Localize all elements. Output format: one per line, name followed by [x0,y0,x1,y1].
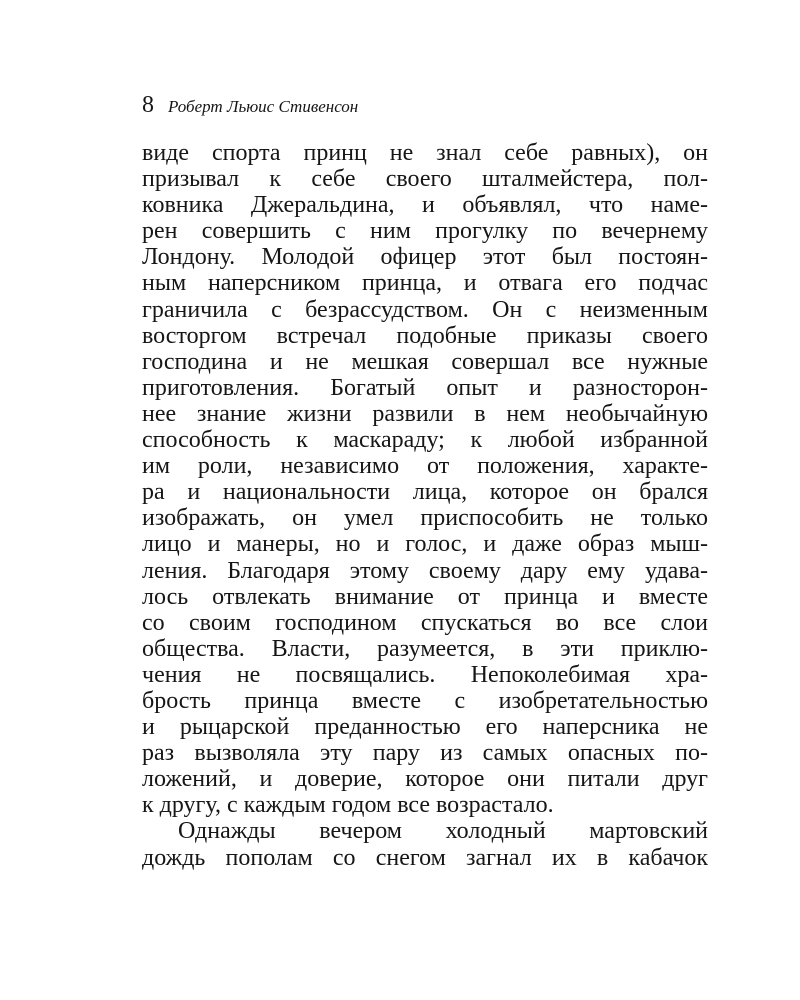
text-line: ным наперсником принца, и отвага его подчас [142,270,708,297]
text-line: и рыцарской преданностью его наперсника не [142,714,708,741]
paragraph-last-line: к другу, с каждым годом все возрастало. [142,792,554,819]
text-line: восторгом встречал подобные приказы своего [142,322,708,349]
text-line: дождь пополам со снегом загнал их в кабачок [142,844,708,871]
page-number: 8 [142,92,154,118]
text-line: со своим господином спускаться во все слои [142,609,708,636]
text-line: Лондону. Молодой офицер этот был постоян- [142,244,708,271]
text-line: изображать, он умел приспособить не только [142,505,708,532]
text-line: им роли, независимо от положения, характе- [142,453,708,480]
text-line: призывал к себе своего шталмейстера, пол- [142,166,708,193]
text-line: способность к маскараду; к любой избранной [142,427,708,454]
text-line: рен совершить с ним прогулку по вечернему [142,218,708,245]
running-head [142,92,358,122]
text-line: ления. Благодаря этому своему дару ему удава- [142,557,708,584]
text-line: господина и не мешкая совершал все нужные [142,348,708,375]
text-line: общества. Власти, разумеется, в эти приклю- [142,635,708,662]
text-line: ложений, и доверие, которое они питали друг [142,766,708,793]
text-line: лось отвлекать внимание от принца и вместе [142,583,708,610]
text-line: раз вызволяла эту пару из самых опасных по- [142,740,708,767]
text-line: лицо и манеры, но и голос, и даже образ мыш- [142,531,708,558]
text-line: приготовления. Богатый опыт и разносторон- [142,374,708,401]
text-line: чения не посвящались. Непоколебимая хра- [142,661,708,688]
text-line: ра и национальности лица, которое он брался [142,479,708,506]
text-line: граничила с безрассудством. Он с неизменным [142,296,708,323]
body-text [142,140,708,871]
text-line: ковника Джеральдина, и объявлял, что наме- [142,192,708,219]
text-line: брость принца вместе с изобретательностью [142,687,708,714]
text-line: виде спорта принц не знал себе равных), он [142,140,708,166]
paragraph-first-line: Однажды вечером холодный мартовский [178,818,708,845]
text-line: нее знание жизни развили в нем необычайную [142,400,708,427]
running-head-author: Роберт Льюис Стивенсон [168,97,359,116]
